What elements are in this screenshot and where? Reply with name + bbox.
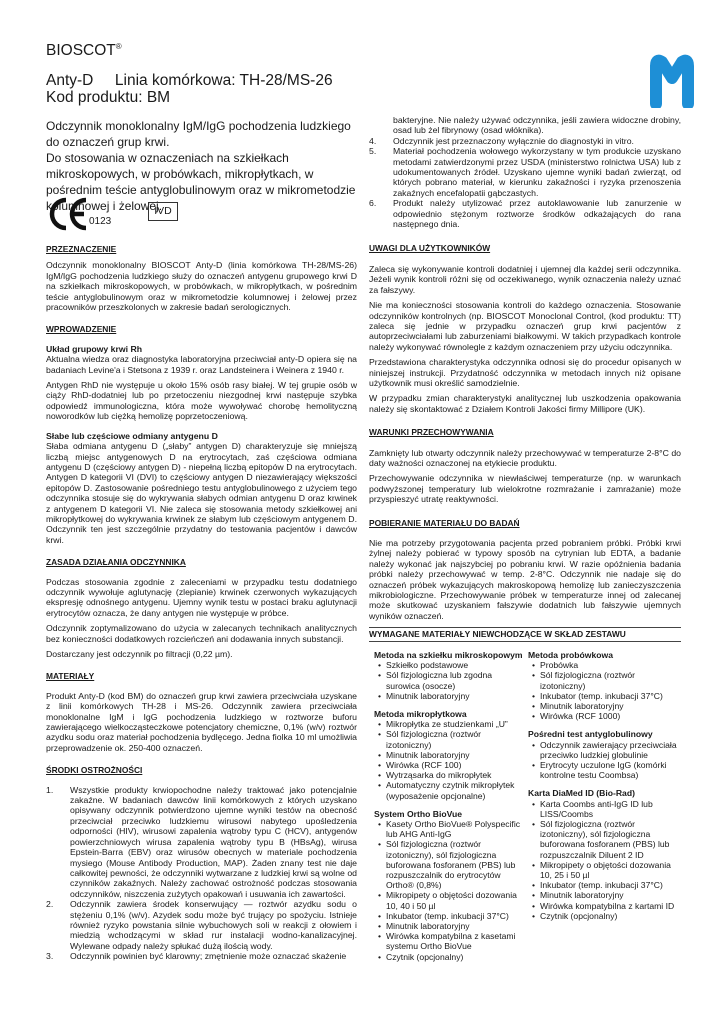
rh-paragraph-1: Aktualna wiedza oraz diagnostyka laboratoryjna przeciwciał anty-D opiera się na badaniach Levine'a i Stetsona z 1939 r. oraz Landsteinera i Weinera z 1940 r. — [46, 354, 357, 375]
precaution-item: 1. Wszystkie produkty krwiopochodne należy traktować jako potencjalnie zakaźne. W badaniach dawców linii komórkowych z których uzyskano opisywany odczynnik potwierdzono ujemne wyniki testów na obecność przeciwciał przeciwko ludzkiemu wirusowi nabytego upośledzenia odporności (HIV), wirusowi zapalenia wątroby typu C (HCV), antygenów powierzchniowych wirusa zapalenia wątroby typu B (HBsAg), wirusa Epstein-Barra (EBV) oraz wirusów obecnych w materiale pochodzenia mysiego (Mouse Antibody Production, MAP). Żaden znany test nie daje całkowitej pewności, że odczynniki wytwarzane z ludzkiej krwi są wolne od czynników zakaźnych. Należy zachować ostrożność podczas stosowania odczynników, niszczenia zużytych opakowań i usuwania ich zawartości. — [46, 784, 357, 899]
materials-paragraph: Produkt Anty-D (kod BM) do oznaczeń grup krwi zawiera przeciwciała uzyskane z linii komórkowych TH-28 i MS-26. Odczynnik zawiera przeciwciała monoklonalne IgM i IgG pochodzenia ludzkiego w roztworze buforu zawierającego wielkocząsteczkowe potencjatory chemiczne, 0,1% (w/v) roztwór azydku sodu oraz materiał pochodzenia bydlęcego. Jedna fiolka 10 ml umożliwia przeprowadzenie ok. 250-400 oznaczeń. — [46, 690, 357, 753]
materials-table-column-1 — [374, 650, 524, 970]
materials-item: • Karta Coombs anti-IgG ID lub LISS/Coombs — [532, 799, 678, 819]
principle-paragraph-3: Dostarczany jest odczynnik po filtracji (0,22 µm). — [46, 649, 233, 659]
materials-group-heading: Metoda probówkowa — [528, 650, 613, 660]
precaution-item: 2. Odczynnik zawiera środek konserwujący — roztwór azydku sodu o stężeniu 0,1% (w/v). Azydek sodu może być trujący po spożyciu. Istnieje również ryzyko powstania silnie wybuchowych soli w reakcji z ołowiem i miedzią wchodzącymi w skład rur instalacji wodno-kanalizacyjnej. Wylewane odpady należy spłukać dużą ilością wody. — [46, 899, 357, 951]
subheading-rh-system: Układ grupowy krwi Rh — [46, 343, 143, 354]
product-title — [46, 72, 606, 106]
title-line-cell-line: Anty-D Linia komórkowa: TH-28/MS-26 — [46, 72, 333, 90]
materials-group — [528, 788, 678, 921]
principle-paragraph-1: Podczas stosowania zgodnie z zaleceniami w przypadku testu dodatniego odczynnik wywołuje aglutynację (zlepianie) krwinek czerwonych wykazujących ekspresję odnośnego antygenu. Ujemny wynik testu w postaci braku aglutynacji erytrocytów oznacza, że dany antygen nie występuje w próbce. — [46, 576, 357, 618]
materials-item: • Minutnik laboratoryjny — [378, 691, 524, 701]
materials-item: • Wytrząsarka do mikropłytek — [378, 770, 524, 780]
intro-paragraph-1: Odczynnik monoklonalny IgM/IgG pochodzenia ludzkiego do oznaczeń grup krwi. — [46, 119, 351, 149]
precaution-item: 6. Produkt należy utylizować przez autoklawowanie lub zanurzenie w odpowiednio stężonym roztworze środków odkażających do rana następnego dnia. — [369, 198, 681, 230]
materials-item: • Sól fizjologiczna (roztwór izotoniczny), sól fizjologiczna buforowana fosforanem (PBS) lub rozpuszczalnik Diluent 2 ID — [532, 819, 678, 860]
section-heading-materials: MATERIAŁY — [46, 671, 95, 682]
materials-item: • Minutnik laboratoryjny — [378, 750, 524, 760]
materials-item: • Mikropipety o objętości dozowania 10, 25 i 50 µl — [532, 860, 678, 880]
storage-paragraph-2: Przechowywanie odczynnika w niewłaściwej temperaturze (np. w warunkach podwyższonej temperatury lub wielokrotne rozmrażanie i zamrażanie) może przyspieszyć utratę reaktywności. — [369, 473, 681, 505]
materials-item: • Mikropłytka ze studzienkami „U” — [378, 719, 524, 729]
ivd-badge: IVD — [148, 202, 178, 221]
materials-item: • Inkubator (temp. inkubacji 37°C) — [378, 911, 524, 921]
section-heading-principle: ZASADA DZIAŁANIA ODCZYNNIKA — [46, 557, 186, 568]
materials-item: • Czytnik (opcjonalny) — [378, 952, 524, 962]
storage-paragraph-1: Zamknięty lub otwarty odczynnik należy przechowywać w temperaturze 2-8°C do daty ważności oznaczonej na etykiecie produktu. — [369, 447, 681, 468]
right-column — [369, 115, 681, 646]
materials-item: • Probówka — [532, 660, 678, 670]
subheading-weak-d: Słabe lub częściowe odmiany antygenu D — [46, 430, 218, 441]
title-line-product-code: Kod produktu: BM — [46, 89, 171, 107]
materials-item: • Erytrocyty uczulone IgG (komórki kontrolne testu Coombsa) — [532, 760, 678, 780]
precaution-item: 5. Materiał pochodzenia wołowego wykorzystany w tym produkcie uzyskano metodami zatwierdzonymi przez USDA (ministerstwo rolnictwa USA) lub z udokumentowanych źródeł. Uzyskano ujemne wyniki badań zwierząt, od których pobrano materiał, w kierunku zakaźności i ryzyka przenoszenia zakaźnych encefalopatii gąbczastych. — [369, 146, 681, 198]
section-heading-user-notes: UWAGI DLA UŻYTKOWNIKÓW — [369, 243, 491, 254]
materials-item: • Mikropipety o objętości dozowania 10, 40 i 50 µl — [378, 890, 524, 910]
precaution-item: 3. Odczynnik powinien być klarowny; zmętnienie może oznaczać skażenie — [46, 951, 347, 962]
materials-item: • Minutnik laboratoryjny — [532, 701, 678, 711]
materials-group-heading: Karta DiaMed ID (Bio-Rad) — [528, 788, 635, 799]
materials-item: • Inkubator (temp. inkubacji 37°C) — [532, 691, 678, 701]
section-heading-introduction: WPROWADZENIE — [46, 324, 117, 335]
principle-paragraph-2: Odczynnik zoptymalizowano do użycia w zalecanych technikach analitycznych bez konieczności dodatkowych rozcieńczeń ani dodawania innych substancji. — [46, 623, 357, 644]
materials-item: • Wirówka kompatybilna z kartami ID — [532, 901, 678, 911]
materials-item: • Wirówka (RCF 1000) — [532, 711, 678, 721]
materials-group — [374, 709, 524, 801]
materials-item: • Odczynnik zawierający przeciwciała przeciwko ludzkiej globulinie — [532, 740, 678, 760]
materials-item: • Minutnik laboratoryjny — [532, 890, 678, 900]
intro-paragraph-2: Do stosowania w oznaczeniach na szkiełkach mikroskopowych, w probówkach, mikropłytkach, w pośrednim teście antyglobulinowym oraz w mikrometodzie kolumnowej i żelowej. — [46, 151, 356, 213]
sample-paragraph: Nie ma potrzeby przygotowania pacjenta przed pobraniem próbki. Próbki krwi żylnej należy pobierać w typowy sposób na cytrynian lub EDTA, a badanie należy wykonać jak najszybciej po pobraniu krwi. W razie opóźnienia badania próbki należy przechowywać w temp. 2-8°C. Odczynnik nie nadaje się do oznaczeń próbek wykazujących makroskopową hemolizę lub zanieczyszczenia mikrobiologiczne. Przechowywanie próbek w temperaturze innej od zalecanej może skutkować uzyskaniem fałszywie dodatnich lub fałszywie ujemnych wyników oznaczeń. — [369, 538, 681, 621]
weak-d-paragraph: Słaba odmiana antygenu D („słaby” antygen D) charakteryzuje się mniejszą liczbą miejsc antygenowych D na erytrocytach, zaś częściowa odmiana antygenu D (częściowy antygen D) - niepełną liczbą epitopów D na erytrocytach. Antygen D kategorii VI (DVI) to częściowy antygen D niezawierający większości epitopów D. Zastosowanie pośredniego testu antyglobulinowego z użyciem tego odczynnika stosuje się do wykrywania słabych odmian antygenu D oraz krwinek z antygenem D kategorii VI. Nie zaleca się stosowania metody szkiełkowej ani mikropłytkowej do wykrywania krwinek ze słabym lub częściowym antygenem D. Odczynnik ten jest szczególnie przydatny do testowania pacjentów i dawców krwi. — [46, 441, 357, 545]
materials-group — [528, 650, 678, 721]
divider-under-heading — [369, 641, 681, 642]
materials-group-heading: Pośredni test antyglobulinowy — [528, 729, 653, 740]
materials-group-heading: Metoda na szkiełku mikroskopowym — [374, 650, 523, 660]
section-heading-sample-collection: POBIERANIE MATERIAŁU DO BADAŃ — [369, 517, 520, 528]
notes-paragraph-4: W przypadku zmian charakterystyki analitycznej lub uszkodzenia opakowania należy się skontaktować z Działem Kontroli Jakości firmy Millipore (UK). — [369, 393, 681, 414]
materials-item: • Minutnik laboratoryjny — [378, 921, 524, 931]
section-heading-required-materials: WYMAGANE MATERIAŁY NIEWCHODZĄCE W SKŁAD ZESTAWU — [369, 629, 626, 640]
materials-item: • Sól fizjologiczna (roztwór izotoniczny) — [378, 729, 524, 749]
document-header — [46, 38, 606, 106]
materials-item: • Sól fizjologiczna (roztwór izotoniczny) — [532, 670, 678, 690]
section-heading-storage: WARUNKI PRZECHOWYWANIA — [369, 427, 494, 438]
materials-group-heading: System Ortho BioVue — [374, 808, 463, 819]
precautions-list-continued — [369, 136, 681, 230]
precaution-item: 4. Odczynnik jest przeznaczony wyłącznie do diagnostyki in vitro. — [369, 135, 634, 146]
materials-item: • Szkiełko podstawowe — [378, 660, 524, 670]
materials-group-heading: Metoda mikropłytkowa — [374, 709, 467, 720]
section-heading-precautions: ŚRODKI OSTROŻNOŚCI — [46, 765, 143, 776]
materials-item: • Kasety Ortho BioVue® Polyspecific lub AHG Anti-IgG — [378, 819, 524, 839]
notes-paragraph-1: Zaleca się wykonywanie kontroli dodatniej i ujemnej dla każdej serii odczynnika. Jeżeli wynik kontroli różni się od oczekiwanego, wynik oznaczenia należy uznać za fałszywy. — [369, 263, 681, 295]
precautions-list — [46, 785, 357, 962]
materials-table-column-2 — [528, 650, 678, 929]
materials-item: • Sól fizjologiczna lub zgodna surowica (osocze) — [378, 670, 524, 690]
notes-paragraph-2: Nie ma konieczności stosowania kontroli do każdego oznaczenia. Stosowanie odczynników kontrolnych (np. BIOSCOT Monoclonal Control, (kod produktu: TT) zaleca się jednie w przypadku oznaczeń grup krwi pacjentów z autoprzeciwciałami lub zaburzeniami białkowymi. W takich przypadkach kontrole należy wykonywać równolegle z każdym oznaczeniem przy użyciu odczynnika. — [369, 300, 681, 352]
purpose-paragraph: Odczynnik monoklonalny BIOSCOT Anty-D (linia komórkowa TH-28/MS-26) IgM/IgG pochodzenia ludzkiego służy do oznaczeń antygenu grupowego krwi D na szkiełkach mikroskopowych, w probówkach, w mikropłytkach, w pośrednim teście antyglobulinowym oraz w mikrometodzie kolumnowej i żelowej przez pracowników przeszkolonych w zakresie badań serologicznych. — [46, 260, 357, 313]
materials-item: • Automatyczny czytnik mikropłytek (wyposażenie opcjonalne) — [378, 780, 524, 800]
divider-top — [369, 627, 681, 628]
precaution-3-continuation: bakteryjne. Nie należy używać odczynnika, jeśli zawiera widoczne drobiny, osad lub żel fibrynowy (osad włóknika). — [393, 115, 681, 136]
section-heading-purpose: PRZEZNACZENIE — [46, 244, 117, 254]
materials-item: • Inkubator (temp. inkubacji 37°C) — [532, 880, 678, 890]
materials-item: • Wirówka kompatybilna z kasetami systemu Ortho BioVue — [378, 931, 524, 951]
left-column — [46, 244, 357, 962]
rh-paragraph-2: Antygen RhD nie występuje u około 15% osób rasy białej. W tej grupie osób w ciąży RhD-dodatniej lub po przetoczeniu niezgodnej krwi następuje szybka odpowiedź immunologiczna, która może wywoływać chorobę hemolityczną noworodków lub ciężką hemolizę poprzetoczeniową. — [46, 380, 357, 422]
materials-group — [528, 729, 678, 780]
materials-group — [374, 809, 524, 962]
ce-notified-body-code: 0123 — [89, 216, 112, 227]
notes-paragraph-3: Przedstawiona charakterystyka odczynnika odnosi się do procedur opisanych w niniejszej instrukcji. Przydatność odczynnika w metodach innych niż opisane użytkownik musi określić samodzielnie. — [369, 357, 681, 388]
materials-group — [374, 650, 524, 701]
materials-item: • Wirówka (RCF 100) — [378, 760, 524, 770]
materials-item: • Czytnik (opcjonalny) — [532, 911, 678, 921]
brand-name: BIOSCOT® — [46, 42, 122, 60]
brand-logo-icon — [648, 48, 696, 108]
materials-item: • Sól fizjologiczna (roztwór izotoniczny), sól fizjologiczna buforowana fosforanem (PBS) lub rozpuszczalnik do erytrocytów Ortho® (0,8%) — [378, 839, 524, 890]
